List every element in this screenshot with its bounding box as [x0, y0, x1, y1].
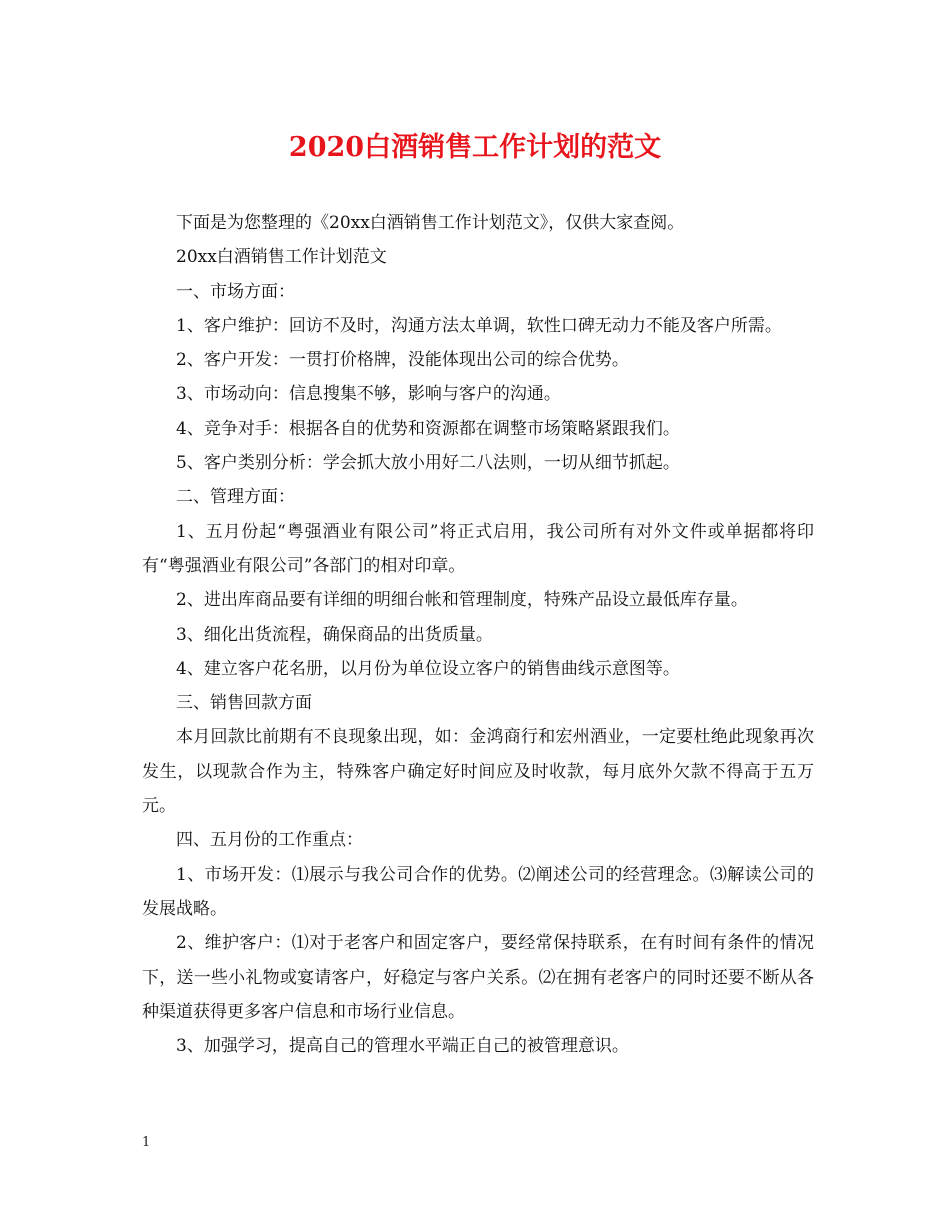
paragraph: 本月回款比前期有不良现象出现，如：金鸿商行和宏州酒业，一定要杜绝此现象再次发生，以现款合作为主，特殊客户确定好时间应及时收款，每月底外欠款不得高于五万元。: [142, 727, 814, 817]
paragraph: 1、市场开发：⑴展示与我公司合作的优势。⑵阐述公司的经营理念。⑶解读公司的发展战略。: [142, 864, 814, 919]
paragraph: 5、客户类别分析：学会抓大放小用好二八法则，一切从细节抓起。: [176, 453, 680, 474]
paragraph: 3、加强学习，提高自己的管理水平端正自己的被管理意识。: [176, 1036, 629, 1057]
paragraph: 2、进出库商品要有详细的明细台帐和管理制度，特殊产品设立最低库存量。: [176, 590, 748, 611]
document-title: 2020白酒销售工作计划的范文: [288, 132, 662, 163]
paragraph: 4、竞争对手：根据各自的优势和资源都在调整市场策略紧跟我们。: [176, 418, 680, 439]
paragraph: 2、客户开发：一贯打价格牌，没能体现出公司的综合优势。: [176, 350, 629, 371]
paragraph: 下面是为您整理的《20xx白酒销售工作计划范文》，仅供大家查阅。: [176, 213, 685, 233]
paragraph: 2、维护客户：⑴对于老客户和固定客户，要经常保持联系，在有时间有条件的情况下，送一些小礼物或宴请客户，好稳定与客户关系。⑵在拥有老客户的同时还要不断从各种渠道获得更多客户信息和市场行业信息。: [142, 933, 814, 1022]
paragraph: 3、细化出货流程，确保商品的出货质量。: [176, 624, 493, 645]
page-number: 1: [142, 1135, 151, 1150]
paragraph: 3、市场动向：信息搜集不够，影响与客户的沟通。: [176, 384, 561, 405]
paragraph: 20xx白酒销售工作计划范文: [176, 247, 387, 268]
paragraph: 1、客户维护：回访不及时，沟通方法太单调，软性口碑无动力不能及客户所需。: [176, 315, 782, 336]
paragraph: 1、五月份起“粤强酒业有限公司”将正式启用，我公司所有对外文件或单据都将印有“粤强酒业有限公司”各部门的相对印章。: [142, 521, 814, 576]
section-heading: 三、销售回款方面: [176, 693, 312, 714]
paragraph: 4、建立客户花名册，以月份为单位设立客户的销售曲线示意图等。: [176, 658, 680, 679]
document-body: [142, 206, 814, 1063]
section-heading: 四、五月份的工作重点：: [176, 830, 363, 851]
section-heading: 二、管理方面：: [176, 487, 295, 508]
section-heading: 一、市场方面：: [176, 281, 295, 302]
